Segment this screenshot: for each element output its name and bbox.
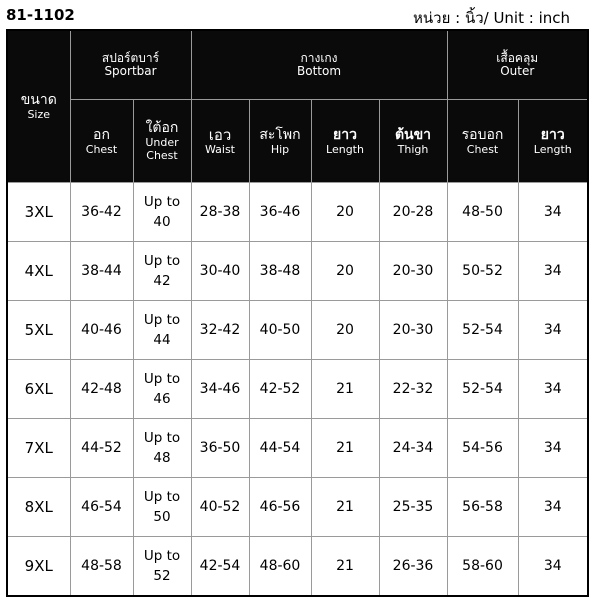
under-chest-value: 40 — [153, 214, 171, 230]
col-header-sportbar-chest — [70, 100, 133, 183]
product-code: 81-1102 — [6, 6, 75, 24]
table-row — [7, 301, 588, 360]
col-th: ยาว — [540, 126, 565, 143]
bottom-length-cell: 20 — [311, 183, 379, 242]
page-header — [0, 0, 600, 28]
outer-length-cell: 34 — [518, 419, 588, 478]
hip-cell: 46-56 — [249, 478, 311, 537]
outer-chest-cell: 56-58 — [447, 478, 518, 537]
under-chest-cell — [133, 478, 191, 537]
col-th: รอบอก — [461, 126, 504, 143]
table-row — [7, 242, 588, 301]
col-th: สะโพก — [259, 126, 301, 143]
col-header-waist — [191, 100, 249, 183]
group-th: สปอร์ตบาร์ — [101, 51, 160, 65]
group-header-sportbar — [70, 30, 191, 100]
thigh-cell: 25-35 — [379, 478, 447, 537]
col-en: Waist — [204, 142, 235, 156]
table-body — [7, 183, 588, 597]
col-en: Chest — [466, 142, 499, 156]
under-chest-prefix: Up to — [143, 253, 181, 269]
sportbar-chest-cell: 38-44 — [70, 242, 133, 301]
under-chest-prefix: Up to — [143, 430, 181, 446]
group-en: Sportbar — [104, 64, 157, 78]
outer-chest-cell: 52-54 — [447, 360, 518, 419]
waist-cell: 28-38 — [191, 183, 249, 242]
unit-label: หน่วย : นิ้ว/ Unit : inch — [413, 9, 570, 27]
size-header-th: ขนาด — [20, 92, 57, 108]
col-header-bottom-length — [311, 100, 379, 183]
under-chest-value: 52 — [153, 568, 171, 584]
bottom-length-cell: 21 — [311, 419, 379, 478]
sportbar-chest-cell: 46-54 — [70, 478, 133, 537]
under-chest-cell — [133, 537, 191, 597]
hip-cell: 38-48 — [249, 242, 311, 301]
group-en: Outer — [500, 64, 535, 78]
sportbar-chest-cell: 40-46 — [70, 301, 133, 360]
table-row — [7, 360, 588, 419]
table-row — [7, 183, 588, 242]
under-chest-cell — [133, 301, 191, 360]
bottom-length-cell: 21 — [311, 360, 379, 419]
sportbar-chest-cell: 44-52 — [70, 419, 133, 478]
hip-cell: 42-52 — [249, 360, 311, 419]
outer-length-cell: 34 — [518, 242, 588, 301]
under-chest-value: 48 — [153, 450, 171, 466]
col-th: ใต้อก — [145, 120, 179, 136]
group-header-outer — [447, 30, 588, 100]
col-en: Length — [533, 142, 572, 156]
waist-cell: 36-50 — [191, 419, 249, 478]
sportbar-chest-cell: 42-48 — [70, 360, 133, 419]
under-chest-cell — [133, 419, 191, 478]
hip-cell: 48-60 — [249, 537, 311, 597]
table-header — [7, 30, 588, 183]
col-en: Thigh — [397, 142, 429, 156]
outer-chest-cell: 50-52 — [447, 242, 518, 301]
hip-cell: 40-50 — [249, 301, 311, 360]
under-chest-value: 50 — [153, 509, 171, 525]
col-en: Under Chest — [145, 136, 179, 162]
table-row — [7, 419, 588, 478]
outer-chest-cell: 54-56 — [447, 419, 518, 478]
col-th: ต้นขา — [394, 126, 432, 143]
bottom-length-cell: 20 — [311, 242, 379, 301]
col-header-outer-length — [518, 100, 588, 183]
under-chest-prefix: Up to — [143, 489, 181, 505]
col-header-outer-chest — [447, 100, 518, 183]
thigh-cell: 20-30 — [379, 301, 447, 360]
waist-cell: 32-42 — [191, 301, 249, 360]
size-cell: 7XL — [7, 419, 70, 478]
bottom-length-cell: 21 — [311, 537, 379, 597]
size-cell: 9XL — [7, 537, 70, 597]
bottom-length-cell: 21 — [311, 478, 379, 537]
waist-cell: 42-54 — [191, 537, 249, 597]
col-en: Hip — [270, 142, 290, 156]
bottom-length-cell: 20 — [311, 301, 379, 360]
sportbar-chest-cell: 48-58 — [70, 537, 133, 597]
waist-cell: 34-46 — [191, 360, 249, 419]
outer-chest-cell: 48-50 — [447, 183, 518, 242]
col-header-hip — [249, 100, 311, 183]
under-chest-prefix: Up to — [143, 194, 181, 210]
size-cell: 3XL — [7, 183, 70, 242]
under-chest-prefix: Up to — [143, 548, 181, 564]
thigh-cell: 20-28 — [379, 183, 447, 242]
thigh-cell: 26-36 — [379, 537, 447, 597]
group-th: กางเกง — [300, 51, 338, 65]
under-chest-value: 42 — [153, 273, 171, 289]
thigh-cell: 22-32 — [379, 360, 447, 419]
col-th: เอว — [208, 125, 232, 144]
thigh-cell: 24-34 — [379, 419, 447, 478]
group-header-bottom — [191, 30, 447, 100]
under-chest-prefix: Up to — [143, 312, 181, 328]
under-chest-prefix: Up to — [143, 371, 181, 387]
thigh-cell: 20-30 — [379, 242, 447, 301]
under-chest-cell — [133, 183, 191, 242]
outer-length-cell: 34 — [518, 360, 588, 419]
outer-chest-cell: 58-60 — [447, 537, 518, 597]
outer-length-cell: 34 — [518, 183, 588, 242]
col-header-under-chest — [133, 100, 191, 183]
waist-cell: 40-52 — [191, 478, 249, 537]
size-cell: 6XL — [7, 360, 70, 419]
outer-length-cell: 34 — [518, 537, 588, 597]
under-chest-cell — [133, 242, 191, 301]
size-cell: 8XL — [7, 478, 70, 537]
sportbar-chest-cell: 36-42 — [70, 183, 133, 242]
size-cell: 4XL — [7, 242, 70, 301]
size-chart-table — [6, 29, 589, 597]
table-row — [7, 537, 588, 597]
col-header-thigh — [379, 100, 447, 183]
hip-cell: 36-46 — [249, 183, 311, 242]
size-header-en: Size — [27, 108, 51, 121]
under-chest-value: 44 — [153, 332, 171, 348]
under-chest-cell — [133, 360, 191, 419]
outer-chest-cell: 52-54 — [447, 301, 518, 360]
size-cell: 5XL — [7, 301, 70, 360]
group-en: Bottom — [297, 64, 342, 78]
table-row — [7, 478, 588, 537]
col-th: ยาว — [333, 126, 357, 143]
col-en: Length — [326, 142, 364, 156]
waist-cell: 30-40 — [191, 242, 249, 301]
outer-length-cell: 34 — [518, 478, 588, 537]
col-en: Chest — [85, 142, 118, 156]
outer-length-cell: 34 — [518, 301, 588, 360]
group-th: เสื้อคลุม — [496, 51, 539, 65]
under-chest-value: 46 — [153, 391, 171, 407]
size-header — [7, 30, 70, 183]
hip-cell: 44-54 — [249, 419, 311, 478]
col-th: อก — [93, 126, 110, 143]
